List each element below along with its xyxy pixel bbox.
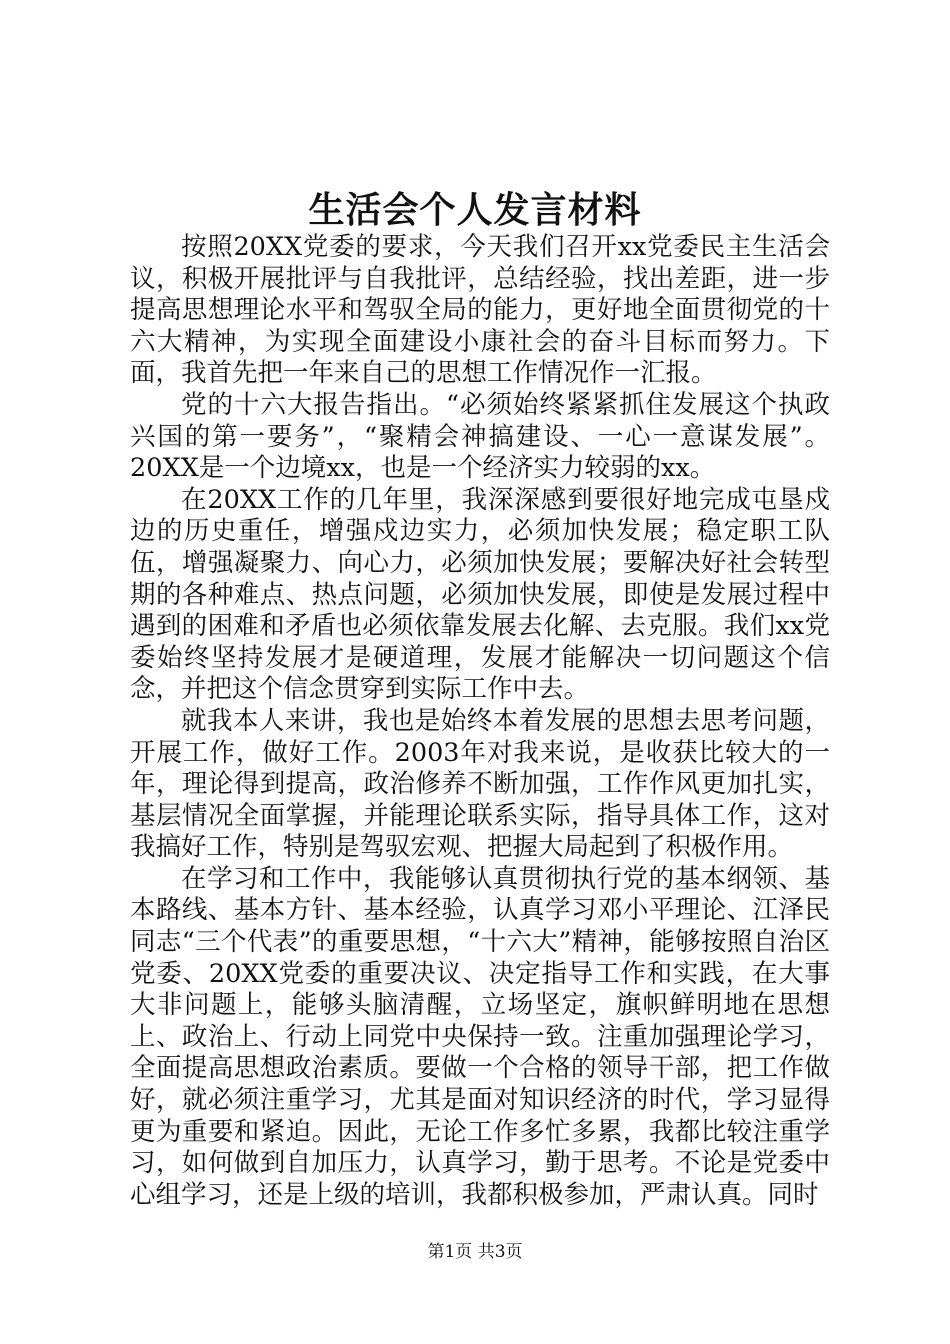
paragraph-1: 按照20XX党委的要求，今天我们召开xx党委民主生活会议，积极开展批评与自我批评，总结经验，找出差距，进一步提高思想理论水平和驾驭全局的能力，更好地全面贯彻党的十六大精神，为实现全面建设小康社会的奋斗目标而努力。下面，我首先把一年来自己的思想工作情况作一汇报。	[130, 232, 830, 389]
paragraph-4: 就我本人来讲，我也是始终本着发展的思想去思考问题，开展工作，做好工作。2003年对我来说，是收获比较大的一年，理论得到提高，政治修养不断加强，工作作风更加扎实，基层情况全面掌握，并能理论联系实际，指导具体工作，这对我搞好工作，特别是驾驭宏观、把握大局起到了积极作用。	[130, 705, 830, 863]
paragraph-3: 在20XX工作的几年里，我深深感到要很好地完成屯垦戍边的历史重任，增强戍边实力，必须加快发展；稳定职工队伍，增强凝聚力、向心力，必须加快发展；要解决好社会转型期的各种难点、热点问题，必须加快发展，即使是发展过程中遇到的困难和矛盾也必须依靠发展去化解、去克服。我们xx党委始终坚持发展才是硬道理，发展才能解决一切问题这个信念，并把这个信念贯穿到实际工作中去。	[130, 484, 830, 705]
document-title: 生活会个人发言材料	[308, 189, 642, 231]
document-body	[130, 232, 830, 1211]
paragraph-2: 党的十六大报告指出。“必须始终紧紧抓住发展这个执政兴国的第一要务”，“聚精会神搞建设、一心一意谋发展”。20XX是一个边境xx，也是一个经济实力较弱的xx。	[130, 389, 830, 484]
page-number-footer: 第1页 共3页	[427, 1242, 523, 1262]
paragraph-5: 在学习和工作中，我能够认真贯彻执行党的基本纲领、基本路线、基本方针、基本经验，认真学习邓小平理论、江泽民同志“三个代表”的重要思想，“十六大”精神，能够按照自治区党委、20XX党委的重要决议、决定指导工作和实践，在大事大非问题上，能够头脑清醒，立场坚定，旗帜鲜明地在思想上、政治上、行动上同党中央保持一致。注重加强理论学习，全面提高思想政治素质。要做一个合格的领导干部，把工作做好，就必须注重学习，尤其是面对知识经济的时代，学习显得更为重要和紧迫。因此，无论工作多忙多累，我都比较注重学习，如何做到自加压力，认真学习，勤于思考。不论是党委中心组学习，还是上级的培训，我都积极参加，严肃认真。同时	[130, 863, 830, 1210]
